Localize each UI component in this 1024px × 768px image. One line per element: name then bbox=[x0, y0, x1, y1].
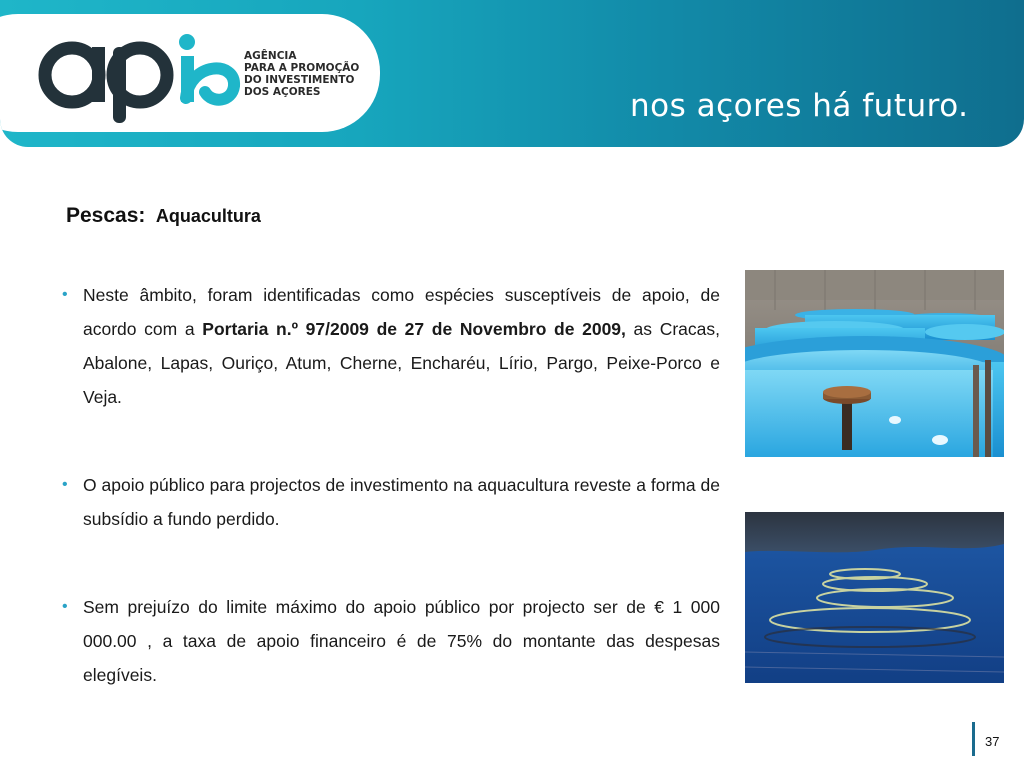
aquaculture-tanks-photo bbox=[745, 270, 1004, 457]
agency-line: DOS AÇORES bbox=[244, 86, 321, 98]
bullet-list bbox=[60, 278, 720, 692]
bullet-item bbox=[60, 278, 720, 414]
agency-line: DO INVESTIMENTO bbox=[244, 74, 355, 86]
offshore-fish-cages-photo bbox=[745, 512, 1004, 683]
bullet-text: Sem prejuízo do limite máximo do apoio público por projecto ser de € 1 000 000.00 , a taxa de apoio financeiro é de 75% do montante das despesas elegíveis. bbox=[83, 597, 720, 685]
title-sub: Aquacultura bbox=[155, 206, 261, 226]
bullet-dot-icon: • bbox=[62, 598, 68, 615]
bullet-text: Neste âmbito, foram identificadas como espécies susceptíveis de apoio, de acordo com a bbox=[83, 285, 720, 339]
bullet-item bbox=[60, 468, 720, 536]
bullet-dot-icon: • bbox=[62, 286, 68, 303]
agency-line: PARA A PROMOÇÃO bbox=[244, 62, 360, 74]
slide-title bbox=[66, 204, 261, 228]
agency-name bbox=[244, 50, 359, 98]
bullet-item bbox=[60, 590, 720, 692]
bullet-text: as Cracas, Abalone, Lapas, Ouriço, Atum, Cherne, Encharéu, Lírio, Pargo, Peixe-Porco e Veja. bbox=[83, 319, 720, 407]
bullet-text: O apoio público para projectos de investimento na aquacultura reveste a forma de subsídio a fundo perdido. bbox=[83, 475, 720, 529]
title-main: Pescas: bbox=[66, 204, 146, 227]
page-number-divider bbox=[972, 722, 975, 756]
bullet-bold-text: Portaria n.º 97/2009 de 27 de Novembro de 2009, bbox=[202, 319, 626, 339]
tagline: nos açores há futuro. bbox=[630, 88, 969, 124]
header-banner bbox=[0, 0, 1024, 147]
bullet-dot-icon: • bbox=[62, 476, 68, 493]
agency-line: AGÊNCIA bbox=[244, 50, 297, 62]
page-number: 37 bbox=[985, 734, 1000, 749]
